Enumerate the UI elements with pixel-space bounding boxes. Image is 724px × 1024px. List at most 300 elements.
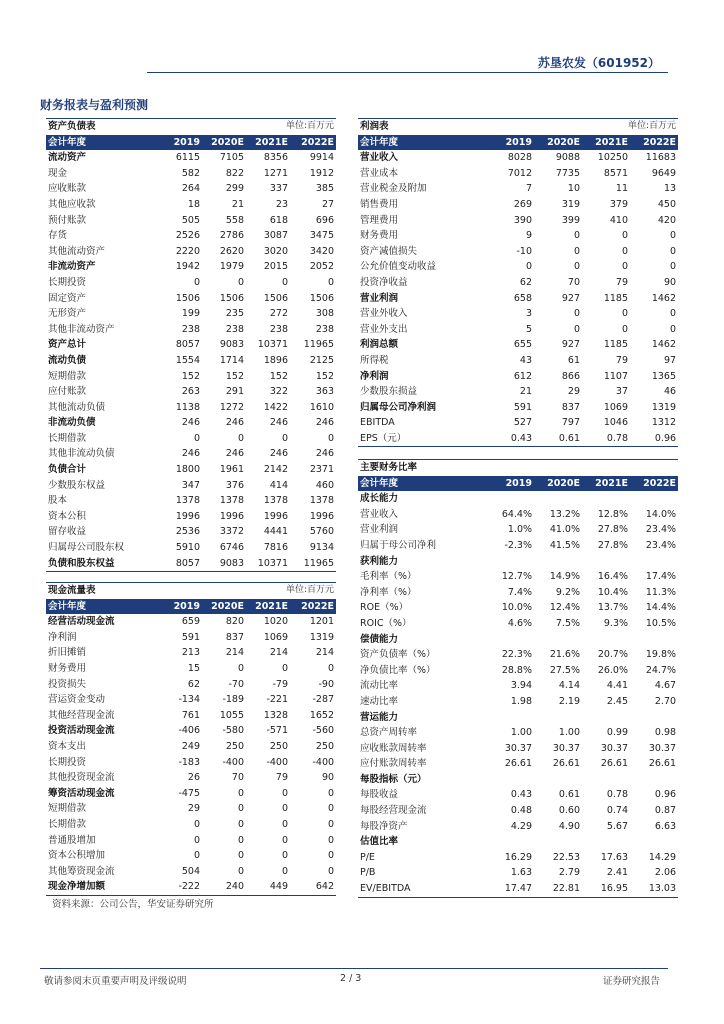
table-row — [358, 694, 678, 710]
row-value: 0.61 — [558, 789, 581, 801]
row-value: 1.0% — [507, 524, 533, 536]
row-value: 582 — [181, 167, 201, 179]
table-row — [358, 647, 678, 663]
table-row — [46, 291, 336, 307]
row-value: 837 — [561, 401, 581, 413]
column-header-year: 2022E — [290, 599, 336, 615]
table-row — [46, 369, 336, 385]
table-row — [46, 446, 336, 462]
row-value: 27.5% — [549, 664, 581, 676]
row-value — [486, 632, 534, 648]
row-value: 7105 — [219, 152, 245, 164]
table-title: 利润表 — [358, 119, 534, 135]
row-value: 0 — [327, 850, 335, 862]
row-value: 1271 — [263, 167, 289, 179]
row-label: 资产总计 — [48, 339, 87, 351]
row-label: 负债和股东权益 — [46, 556, 158, 572]
row-value: 214 — [269, 647, 289, 659]
row-value — [630, 772, 678, 788]
row-value: 249 — [181, 740, 201, 752]
row-value: 2371 — [309, 464, 335, 476]
row-value: 29 — [567, 386, 581, 398]
row-label: 所得税 — [360, 354, 389, 366]
table-unit — [534, 460, 678, 476]
row-value: 10 — [567, 183, 581, 195]
row-value: 1378 — [219, 495, 245, 507]
column-header-year: 2022E — [290, 135, 336, 151]
row-value — [630, 834, 678, 850]
row-value: 1020 — [263, 616, 289, 628]
row-label: 长期借款 — [48, 818, 87, 830]
row-value: 10371 — [246, 556, 290, 572]
row-value — [534, 834, 582, 850]
row-value: 1462 — [651, 292, 677, 304]
row-label: 留存收益 — [48, 526, 87, 538]
row-value: 0 — [237, 818, 245, 830]
row-value: 8356 — [263, 152, 289, 164]
row-label: 少数股东损益 — [360, 386, 418, 398]
row-value: 1506 — [263, 292, 289, 304]
row-value: 1996 — [219, 510, 245, 522]
row-label: ROE（%） — [360, 602, 409, 614]
table-row — [46, 462, 336, 478]
row-value: 618 — [269, 214, 289, 226]
row-value: 0 — [669, 230, 677, 242]
row-value: 0.60 — [558, 805, 581, 817]
row-label: 营业收入 — [360, 152, 399, 164]
row-value: 363 — [315, 386, 335, 398]
row-value: 13 — [663, 183, 677, 195]
row-value: 2.70 — [654, 695, 677, 707]
row-label: EBITDA — [360, 417, 395, 429]
row-value: 1365 — [651, 370, 677, 382]
table-row — [358, 353, 678, 369]
header-divider — [147, 72, 668, 73]
row-label: 财务费用 — [48, 662, 87, 674]
table-unit: 单位:百万元 — [534, 119, 678, 135]
table-row — [46, 770, 336, 786]
row-value: 22.53 — [552, 851, 581, 863]
row-label: 公允价值变动收益 — [360, 261, 437, 273]
row-label: 每股经营现金流 — [360, 805, 427, 817]
column-header-year: 2022E — [630, 135, 678, 151]
table-row — [46, 228, 336, 244]
row-value: 7 — [525, 183, 533, 195]
row-label: 成长能力 — [360, 493, 399, 505]
balance-sheet-table — [46, 118, 336, 572]
row-value: 3372 — [219, 526, 245, 538]
row-value: 0 — [281, 432, 289, 444]
row-value: 246 — [315, 448, 335, 460]
row-value: 2052 — [309, 261, 335, 273]
row-value: 1554 — [175, 354, 201, 366]
row-value: 11965 — [290, 556, 336, 572]
row-value: 0 — [237, 850, 245, 862]
table-row — [358, 415, 678, 431]
row-value: 0 — [573, 261, 581, 273]
row-value: 246 — [181, 417, 201, 429]
row-value: 14.0% — [645, 508, 677, 520]
row-value: 642 — [290, 879, 336, 895]
row-label: 流动负债 — [48, 354, 87, 366]
table-row — [358, 244, 678, 260]
column-header-label: 会计年度 — [358, 476, 486, 492]
row-value: 3087 — [263, 230, 289, 242]
financial-ratios-table — [358, 459, 678, 898]
row-value: 379 — [609, 198, 629, 210]
column-header-year: 2021E — [582, 476, 630, 492]
row-value: 322 — [269, 386, 289, 398]
row-label: 净利润 — [360, 370, 389, 382]
row-value: 0 — [573, 230, 581, 242]
row-value: 0 — [237, 865, 245, 877]
page-number: 2 / 3 — [340, 973, 362, 984]
row-value: 23.4% — [645, 524, 677, 536]
row-value: 696 — [315, 214, 335, 226]
row-label: 长期借款 — [48, 432, 87, 444]
row-value: 927 — [561, 339, 581, 351]
table-row — [358, 772, 678, 788]
row-label: 资本公积增加 — [48, 850, 106, 862]
row-value: 0 — [281, 834, 289, 846]
row-value: 2.41 — [606, 867, 629, 879]
row-value: 4.41 — [606, 680, 629, 692]
table-title: 主要财务比率 — [358, 460, 534, 476]
row-value: 264 — [181, 183, 201, 195]
row-value: 1069 — [603, 401, 629, 413]
row-label: 估值比率 — [360, 836, 399, 848]
row-value: 0 — [327, 662, 335, 674]
row-value: 3020 — [263, 245, 289, 257]
table-row — [358, 322, 678, 338]
row-value — [486, 491, 534, 507]
row-value: 460 — [315, 479, 335, 491]
row-value: 837 — [225, 631, 245, 643]
row-value: 30.37 — [552, 742, 581, 754]
row-value: 12.8% — [597, 508, 629, 520]
row-value: 0.43 — [486, 431, 534, 447]
row-value: 1138 — [175, 401, 201, 413]
row-label: 资产负债率（%） — [360, 649, 436, 661]
row-value: 10.4% — [597, 586, 629, 598]
row-value: 10250 — [597, 152, 629, 164]
table-row — [46, 150, 336, 166]
column-header-year: 2020E — [534, 476, 582, 492]
row-value: 16.29 — [504, 851, 533, 863]
table-title: 资产负债表 — [46, 119, 202, 135]
row-value: 13.2% — [549, 508, 581, 520]
row-value: 820 — [225, 616, 245, 628]
row-value: 347 — [181, 479, 201, 491]
row-label: 营业外支出 — [360, 323, 408, 335]
report-header-title: 苏垦农发（601952） — [537, 56, 660, 70]
row-value: 11683 — [645, 152, 677, 164]
row-value: 70 — [567, 276, 581, 288]
row-value: 2142 — [263, 464, 289, 476]
row-label: 应收账款 — [48, 183, 87, 195]
table-row — [46, 197, 336, 213]
row-value: 0.99 — [606, 727, 629, 739]
row-value: 0 — [327, 787, 335, 799]
footer-disclaimer: 敬请参阅末页重要声明及评级说明 — [44, 976, 187, 987]
table-row — [46, 540, 336, 556]
row-value: 0 — [669, 308, 677, 320]
table-row — [358, 787, 678, 803]
table-row — [46, 864, 336, 880]
row-value: 385 — [315, 183, 335, 195]
row-value: 0 — [525, 261, 533, 273]
table-row — [358, 881, 678, 897]
row-value: 235 — [225, 308, 245, 320]
row-value: 6115 — [175, 152, 201, 164]
row-value: 612 — [513, 370, 533, 382]
table-title: 现金流量表 — [46, 583, 202, 599]
row-value: 1462 — [651, 339, 677, 351]
row-value: 8057 — [175, 339, 201, 351]
table-unit: 单位:百万元 — [202, 119, 336, 135]
row-value: -134 — [178, 694, 201, 706]
row-value: 1506 — [175, 292, 201, 304]
row-value: 2.19 — [558, 695, 581, 707]
row-value: 22.81 — [534, 881, 582, 897]
row-value: 152 — [269, 370, 289, 382]
table-row — [46, 556, 336, 572]
row-value: -189 — [222, 694, 245, 706]
row-value: 0 — [621, 308, 629, 320]
row-value: -79 — [272, 678, 289, 690]
table-row — [46, 306, 336, 322]
row-label: 营业收入 — [360, 508, 399, 520]
row-label: EPS（元） — [358, 431, 486, 447]
row-value — [582, 834, 630, 850]
row-value: 90 — [321, 772, 335, 784]
row-value: 46 — [663, 386, 677, 398]
row-value: 246 — [225, 448, 245, 460]
row-value: 240 — [202, 879, 246, 895]
row-value: 28.8% — [501, 664, 533, 676]
row-value: 0 — [621, 245, 629, 257]
row-value — [534, 491, 582, 507]
row-value: 13.7% — [597, 602, 629, 614]
row-value: 64.4% — [501, 508, 533, 520]
table-row — [358, 275, 678, 291]
row-value: 1996 — [175, 510, 201, 522]
column-header-label: 会计年度 — [358, 135, 486, 151]
row-value: 9914 — [309, 152, 335, 164]
row-value: 414 — [269, 479, 289, 491]
row-label: 营业利润 — [360, 524, 399, 536]
row-value: 1961 — [219, 464, 245, 476]
row-label: 净利润 — [48, 631, 77, 643]
row-label: 投资净收益 — [360, 276, 408, 288]
row-label: 投资活动现金流 — [48, 725, 115, 737]
column-header-year: 2020E — [534, 135, 582, 151]
row-value: 10.5% — [645, 617, 677, 629]
table-row — [358, 507, 678, 523]
row-value: 1.00 — [510, 727, 533, 739]
row-label: 总资产周转率 — [360, 727, 418, 739]
row-value: 308 — [315, 308, 335, 320]
footer-report-type: 证券研究报告 — [602, 976, 660, 987]
row-value: 1328 — [263, 709, 289, 721]
row-value: 0 — [281, 276, 289, 288]
row-value: 27.8% — [597, 539, 629, 551]
table-row — [358, 181, 678, 197]
row-label: 毛利率（%） — [360, 571, 417, 583]
row-label: 筹资活动现金流 — [48, 787, 115, 799]
row-value: 558 — [225, 214, 245, 226]
row-value — [630, 491, 678, 507]
row-value: 5 — [525, 323, 533, 335]
row-label: 长期投资 — [48, 276, 87, 288]
row-value: 0 — [669, 261, 677, 273]
income-statement-table — [358, 118, 678, 447]
row-value: 0 — [281, 662, 289, 674]
row-value: 3475 — [309, 230, 335, 242]
table-row — [358, 259, 678, 275]
row-value: 0 — [669, 245, 677, 257]
table-row — [46, 677, 336, 693]
table-row — [46, 384, 336, 400]
row-value: 0 — [669, 323, 677, 335]
row-value: 21.6% — [549, 649, 581, 661]
table-row — [358, 865, 678, 881]
row-value: 26.61 — [552, 758, 581, 770]
table-row — [46, 166, 336, 182]
row-value: 43 — [519, 354, 533, 366]
row-value: 2.06 — [654, 867, 677, 879]
table-row — [358, 569, 678, 585]
row-value: 1046 — [603, 417, 629, 429]
row-value: 410 — [609, 214, 629, 226]
table-row — [358, 228, 678, 244]
row-value: -90 — [318, 678, 335, 690]
row-value: 0 — [193, 432, 201, 444]
row-value: 0.96 — [654, 789, 677, 801]
column-header-year: 2020E — [202, 599, 246, 615]
table-row — [358, 616, 678, 632]
table-row — [358, 150, 678, 166]
row-value: 97 — [663, 354, 677, 366]
table-row — [46, 755, 336, 771]
row-value: 1107 — [603, 370, 629, 382]
row-label: 其他流动负债 — [48, 401, 106, 413]
row-value: 9134 — [309, 542, 335, 554]
row-value — [582, 632, 630, 648]
column-header-year: 2021E — [246, 599, 290, 615]
row-value: 2125 — [309, 354, 335, 366]
row-label: 流动资产 — [48, 152, 87, 164]
row-value: 337 — [269, 183, 289, 195]
row-value: 7816 — [263, 542, 289, 554]
row-value: 1996 — [263, 510, 289, 522]
row-value: 3.94 — [510, 680, 533, 692]
table-row — [46, 786, 336, 802]
row-value: -287 — [312, 694, 335, 706]
row-label: 资本公积 — [48, 510, 87, 522]
row-label: 其他非流动负债 — [48, 448, 115, 460]
row-value: 9 — [525, 230, 533, 242]
row-value: 2015 — [263, 261, 289, 273]
row-value: 0 — [281, 865, 289, 877]
table-row — [46, 259, 336, 275]
row-label: 资本支出 — [48, 740, 87, 752]
row-value: 2620 — [219, 245, 245, 257]
row-value: -571 — [266, 725, 289, 737]
row-value: 37 — [615, 386, 629, 398]
row-label: 应收账款周转率 — [360, 742, 427, 754]
row-value: 9.3% — [603, 617, 629, 629]
row-value: 16.95 — [582, 881, 630, 897]
footer-divider — [40, 968, 668, 969]
row-value: 0 — [281, 818, 289, 830]
row-value: 420 — [657, 214, 677, 226]
row-value: 1610 — [309, 401, 335, 413]
row-value: 9083 — [219, 339, 245, 351]
column-header-year: 2021E — [246, 135, 290, 151]
row-label: 负债合计 — [48, 464, 87, 476]
row-value: 61 — [567, 354, 581, 366]
row-value — [486, 710, 534, 726]
row-value: 822 — [225, 167, 245, 179]
column-header-year: 2019 — [158, 599, 202, 615]
row-value: 5760 — [309, 526, 335, 538]
row-value: -2.3% — [504, 539, 533, 551]
table-row — [46, 493, 336, 509]
table-header-row — [46, 135, 336, 151]
table-row — [358, 632, 678, 648]
table-row — [358, 585, 678, 601]
row-value — [582, 772, 630, 788]
row-value: 246 — [225, 417, 245, 429]
row-value: 26.0% — [597, 664, 629, 676]
table-row — [46, 431, 336, 447]
table-row — [46, 645, 336, 661]
row-value: 20.7% — [597, 649, 629, 661]
row-label: 预付账款 — [48, 214, 87, 226]
column-header-year: 2019 — [486, 135, 534, 151]
row-value — [582, 491, 630, 507]
row-value: 213 — [181, 647, 201, 659]
row-value: 79 — [275, 772, 289, 784]
row-value: 1.63 — [510, 867, 533, 879]
table-row — [358, 522, 678, 538]
row-value — [534, 710, 582, 726]
row-value: 14.4% — [645, 602, 677, 614]
row-value — [582, 554, 630, 570]
row-value: 0 — [327, 834, 335, 846]
table-row — [358, 197, 678, 213]
row-value: 1319 — [651, 401, 677, 413]
row-value: 1055 — [219, 709, 245, 721]
table-row — [46, 415, 336, 431]
row-label: 长期投资 — [48, 756, 87, 768]
table-caption-row — [46, 583, 336, 599]
table-row — [358, 369, 678, 385]
row-label: 净利率（%） — [360, 586, 417, 598]
row-value: 14.9% — [549, 571, 581, 583]
row-label: 营业成本 — [360, 167, 399, 179]
row-value: 0 — [237, 276, 245, 288]
row-value: 246 — [269, 417, 289, 429]
column-header-year: 2019 — [158, 135, 202, 151]
row-value: 11.3% — [645, 586, 677, 598]
row-value: 10371 — [257, 339, 289, 351]
row-value: 15 — [187, 662, 201, 674]
table-row — [46, 400, 336, 416]
row-value: 238 — [315, 323, 335, 335]
row-value: 1201 — [309, 616, 335, 628]
